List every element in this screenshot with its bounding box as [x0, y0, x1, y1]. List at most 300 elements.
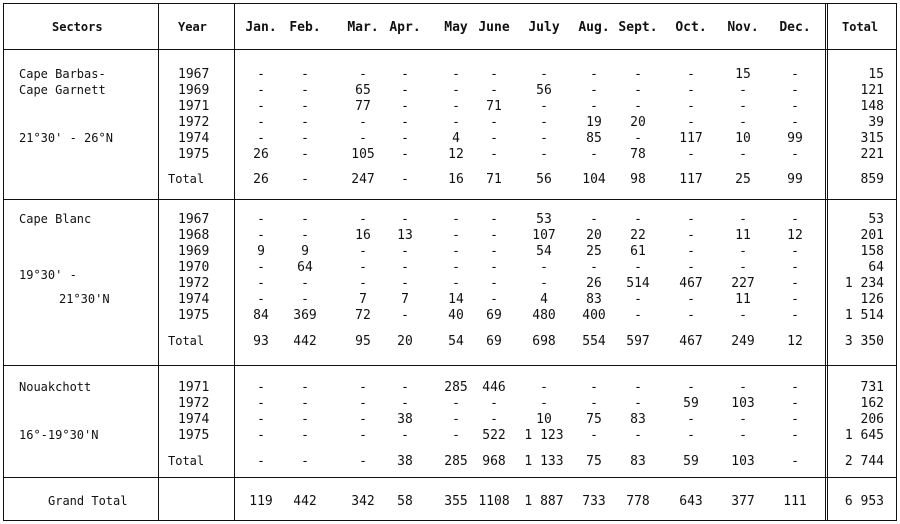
- section-total-value: 104: [582, 172, 606, 187]
- header-month-10: Oct.: [675, 20, 707, 35]
- month-value: -: [687, 83, 695, 98]
- row-total: 1 234: [844, 276, 884, 291]
- month-value: -: [687, 115, 695, 130]
- row-total: 148: [860, 99, 884, 114]
- section-total-value: 83: [630, 454, 646, 469]
- month-value: -: [401, 276, 409, 291]
- month-value: -: [687, 212, 695, 227]
- row-year: 1967: [178, 67, 210, 82]
- row-total: 15: [868, 67, 884, 82]
- month-value: 9: [257, 244, 265, 259]
- horizontal-rule: [3, 3, 897, 4]
- month-value: -: [257, 412, 265, 427]
- month-value: -: [301, 115, 309, 130]
- section-total-value: 247: [351, 172, 375, 187]
- month-value: -: [452, 115, 460, 130]
- header-month-1: Jan.: [245, 20, 277, 35]
- month-value: -: [301, 276, 309, 291]
- sector-latitude: 16°-19°30'N: [19, 428, 99, 442]
- grand-total-value: 355: [444, 494, 468, 509]
- horizontal-rule: [3, 365, 897, 366]
- month-value: -: [540, 380, 548, 395]
- row-total: 64: [868, 260, 884, 275]
- row-year: 1974: [178, 292, 210, 307]
- month-value: -: [359, 412, 367, 427]
- month-value: -: [687, 428, 695, 443]
- month-value: -: [401, 244, 409, 259]
- month-value: -: [687, 292, 695, 307]
- month-value: 4: [540, 292, 548, 307]
- month-value: -: [739, 99, 747, 114]
- month-value: -: [359, 276, 367, 291]
- month-value: 446: [482, 380, 506, 395]
- month-value: -: [490, 260, 498, 275]
- month-value: -: [739, 244, 747, 259]
- month-value: -: [687, 99, 695, 114]
- month-value: 9: [301, 244, 309, 259]
- month-value: -: [257, 212, 265, 227]
- month-value: 83: [630, 412, 646, 427]
- month-value: -: [590, 147, 598, 162]
- month-value: -: [301, 131, 309, 146]
- grand-total-value: 1108: [478, 494, 510, 509]
- section-total-value: 467: [679, 334, 703, 349]
- month-value: 38: [397, 412, 413, 427]
- month-value: -: [490, 131, 498, 146]
- header-month-4: Apr.: [389, 20, 421, 35]
- month-value: -: [359, 396, 367, 411]
- header-month-11: Nov.: [727, 20, 759, 35]
- grand-total-value: 778: [626, 494, 650, 509]
- header-month-3: Mar.: [347, 20, 379, 35]
- section-total-value: -: [359, 454, 367, 469]
- month-value: -: [401, 131, 409, 146]
- month-value: -: [540, 99, 548, 114]
- month-value: -: [490, 228, 498, 243]
- month-value: -: [401, 147, 409, 162]
- row-total: 53: [868, 212, 884, 227]
- row-year: 1972: [178, 115, 210, 130]
- month-value: -: [634, 396, 642, 411]
- month-value: -: [791, 67, 799, 82]
- row-year: 1967: [178, 212, 210, 227]
- month-value: -: [301, 228, 309, 243]
- month-value: -: [490, 396, 498, 411]
- section-total-value: 554: [582, 334, 606, 349]
- row-total: 731: [860, 380, 884, 395]
- section-total-value: 99: [787, 172, 803, 187]
- month-value: -: [739, 380, 747, 395]
- grand-total-value: 442: [293, 494, 317, 509]
- month-value: -: [301, 396, 309, 411]
- month-value: 20: [586, 228, 602, 243]
- month-value: 103: [731, 396, 755, 411]
- month-value: 12: [448, 147, 464, 162]
- section-total-value: -: [257, 454, 265, 469]
- section-total-value: 59: [683, 454, 699, 469]
- grand-total-label: Grand Total: [48, 494, 128, 508]
- month-value: -: [490, 83, 498, 98]
- month-value: 75: [586, 412, 602, 427]
- month-value: 12: [787, 228, 803, 243]
- month-value: -: [359, 244, 367, 259]
- month-value: -: [359, 428, 367, 443]
- month-value: -: [401, 212, 409, 227]
- header-month-9: Sept.: [618, 20, 658, 35]
- header-month-6: June: [478, 20, 510, 35]
- section-total-label: Total: [168, 172, 205, 186]
- section-total-value: 968: [482, 454, 506, 469]
- section-total-value: 54: [448, 334, 464, 349]
- section-total-value: -: [401, 172, 409, 187]
- month-value: -: [634, 260, 642, 275]
- grand-total-value: 111: [783, 494, 807, 509]
- grand-total: 6 953: [844, 494, 884, 509]
- month-value: -: [257, 276, 265, 291]
- month-value: -: [739, 147, 747, 162]
- month-value: -: [301, 292, 309, 307]
- month-value: 78: [630, 147, 646, 162]
- month-value: -: [257, 115, 265, 130]
- month-value: -: [791, 212, 799, 227]
- sector-latitude: 19°30' -: [19, 268, 77, 282]
- month-value: 1 123: [524, 428, 564, 443]
- month-value: 26: [586, 276, 602, 291]
- month-value: 369: [293, 308, 317, 323]
- month-value: -: [452, 260, 460, 275]
- month-value: -: [452, 428, 460, 443]
- header-month-5: May: [444, 20, 468, 35]
- section-total-value: 75: [586, 454, 602, 469]
- month-value: -: [257, 260, 265, 275]
- month-value: -: [401, 396, 409, 411]
- month-value: 227: [731, 276, 755, 291]
- month-value: -: [401, 380, 409, 395]
- month-value: -: [490, 412, 498, 427]
- month-value: -: [490, 212, 498, 227]
- month-value: -: [791, 380, 799, 395]
- sector-name: Cape Barbas-: [19, 67, 106, 81]
- section-total-value: -: [301, 172, 309, 187]
- month-value: 22: [630, 228, 646, 243]
- month-value: -: [687, 260, 695, 275]
- month-value: 71: [486, 99, 502, 114]
- month-value: -: [452, 83, 460, 98]
- month-value: -: [490, 115, 498, 130]
- month-value: -: [257, 292, 265, 307]
- row-total: 1 514: [844, 308, 884, 323]
- month-value: 4: [452, 131, 460, 146]
- month-value: 20: [630, 115, 646, 130]
- row-year: 1974: [178, 412, 210, 427]
- section-total-value: 26: [253, 172, 269, 187]
- grand-total-value: 377: [731, 494, 755, 509]
- month-value: 99: [787, 131, 803, 146]
- section-total: 859: [860, 172, 884, 187]
- vertical-rule: [158, 3, 159, 521]
- month-value: 514: [626, 276, 650, 291]
- month-value: -: [301, 212, 309, 227]
- month-value: -: [634, 292, 642, 307]
- grand-total-value: 119: [249, 494, 273, 509]
- month-value: 59: [683, 396, 699, 411]
- month-value: -: [791, 83, 799, 98]
- month-value: 7: [401, 292, 409, 307]
- month-value: 522: [482, 428, 506, 443]
- month-value: 16: [355, 228, 371, 243]
- month-value: -: [739, 260, 747, 275]
- month-value: -: [359, 380, 367, 395]
- month-value: -: [401, 428, 409, 443]
- month-value: 11: [735, 292, 751, 307]
- month-value: -: [301, 67, 309, 82]
- month-value: 117: [679, 131, 703, 146]
- section-total-value: 1 133: [524, 454, 564, 469]
- month-value: -: [452, 99, 460, 114]
- month-value: -: [791, 428, 799, 443]
- month-value: -: [490, 147, 498, 162]
- row-total: 1 645: [844, 428, 884, 443]
- month-value: -: [634, 67, 642, 82]
- month-value: -: [687, 412, 695, 427]
- row-year: 1968: [178, 228, 210, 243]
- month-value: -: [739, 115, 747, 130]
- row-year: 1971: [178, 99, 210, 114]
- header-total: Total: [842, 20, 879, 34]
- header-year: Year: [178, 20, 207, 34]
- month-value: -: [401, 260, 409, 275]
- month-value: -: [301, 412, 309, 427]
- month-value: -: [540, 276, 548, 291]
- month-value: -: [590, 260, 598, 275]
- month-value: -: [401, 308, 409, 323]
- month-value: -: [301, 99, 309, 114]
- month-value: 285: [444, 380, 468, 395]
- horizontal-rule: [3, 477, 897, 478]
- row-total: 126: [860, 292, 884, 307]
- section-total-value: -: [301, 454, 309, 469]
- section-total-value: 16: [448, 172, 464, 187]
- row-year: 1972: [178, 396, 210, 411]
- sector-name: Nouakchott: [19, 380, 92, 394]
- row-year: 1975: [178, 308, 210, 323]
- section-total-value: 20: [397, 334, 413, 349]
- month-value: -: [791, 412, 799, 427]
- month-value: -: [359, 67, 367, 82]
- grand-total-value: 342: [351, 494, 375, 509]
- month-value: -: [257, 83, 265, 98]
- month-value: -: [401, 115, 409, 130]
- month-value: -: [791, 396, 799, 411]
- row-total: 206: [860, 412, 884, 427]
- month-value: 400: [582, 308, 606, 323]
- month-value: 15: [735, 67, 751, 82]
- grand-total-value: 643: [679, 494, 703, 509]
- month-value: -: [490, 67, 498, 82]
- section-total-value: -: [791, 454, 799, 469]
- month-value: 10: [735, 131, 751, 146]
- header-month-2: Feb.: [289, 20, 321, 35]
- month-value: -: [739, 83, 747, 98]
- month-value: -: [590, 83, 598, 98]
- month-value: -: [791, 276, 799, 291]
- month-value: -: [359, 131, 367, 146]
- month-value: 85: [586, 131, 602, 146]
- month-value: -: [590, 99, 598, 114]
- month-value: 77: [355, 99, 371, 114]
- month-value: -: [791, 308, 799, 323]
- month-value: -: [590, 212, 598, 227]
- row-year: 1970: [178, 260, 210, 275]
- month-value: -: [359, 212, 367, 227]
- header-sectors: Sectors: [52, 20, 103, 34]
- month-value: 25: [586, 244, 602, 259]
- month-value: 69: [486, 308, 502, 323]
- month-value: -: [739, 428, 747, 443]
- row-total: 315: [860, 131, 884, 146]
- month-value: -: [540, 396, 548, 411]
- month-value: 64: [297, 260, 313, 275]
- row-total: 121: [860, 83, 884, 98]
- month-value: -: [634, 428, 642, 443]
- vertical-rule: [3, 3, 4, 521]
- month-value: -: [634, 83, 642, 98]
- month-value: -: [490, 292, 498, 307]
- section-total-value: 597: [626, 334, 650, 349]
- month-value: -: [739, 212, 747, 227]
- horizontal-rule: [3, 199, 897, 200]
- row-total: 201: [860, 228, 884, 243]
- section-total-value: 117: [679, 172, 703, 187]
- vertical-rule: [234, 3, 235, 521]
- month-value: -: [452, 212, 460, 227]
- month-value: -: [590, 396, 598, 411]
- month-value: -: [490, 244, 498, 259]
- month-value: -: [401, 99, 409, 114]
- row-year: 1971: [178, 380, 210, 395]
- month-value: 84: [253, 308, 269, 323]
- month-value: -: [301, 380, 309, 395]
- month-value: -: [687, 147, 695, 162]
- month-value: -: [540, 115, 548, 130]
- section-total-value: 93: [253, 334, 269, 349]
- month-value: 10: [536, 412, 552, 427]
- section-total-label: Total: [168, 454, 205, 468]
- horizontal-rule: [3, 49, 897, 50]
- grand-total-value: 733: [582, 494, 606, 509]
- month-value: 65: [355, 83, 371, 98]
- month-value: -: [490, 276, 498, 291]
- month-value: -: [452, 228, 460, 243]
- sector-latitude: 21°30' - 26°N: [19, 131, 113, 145]
- month-value: -: [687, 244, 695, 259]
- month-value: -: [452, 244, 460, 259]
- month-value: 107: [532, 228, 556, 243]
- section-total-value: 249: [731, 334, 755, 349]
- month-value: -: [687, 380, 695, 395]
- row-total: 221: [860, 147, 884, 162]
- section-total-value: 25: [735, 172, 751, 187]
- row-year: 1969: [178, 83, 210, 98]
- month-value: -: [257, 99, 265, 114]
- sector-latitude: 21°30'N: [59, 292, 110, 306]
- section-total-value: 71: [486, 172, 502, 187]
- month-value: -: [540, 260, 548, 275]
- month-value: 26: [253, 147, 269, 162]
- month-value: 19: [586, 115, 602, 130]
- month-value: 14: [448, 292, 464, 307]
- month-value: -: [791, 292, 799, 307]
- month-value: -: [452, 396, 460, 411]
- month-value: 480: [532, 308, 556, 323]
- month-value: -: [452, 276, 460, 291]
- sector-name: Cape Garnett: [19, 83, 106, 97]
- month-value: 54: [536, 244, 552, 259]
- month-value: -: [791, 260, 799, 275]
- month-value: -: [791, 115, 799, 130]
- month-value: -: [590, 67, 598, 82]
- row-year: 1969: [178, 244, 210, 259]
- month-value: -: [590, 428, 598, 443]
- row-total: 162: [860, 396, 884, 411]
- month-value: 7: [359, 292, 367, 307]
- month-value: -: [791, 99, 799, 114]
- section-total-value: 98: [630, 172, 646, 187]
- month-value: 53: [536, 212, 552, 227]
- section-total-value: 442: [293, 334, 317, 349]
- header-month-12: Dec.: [779, 20, 811, 35]
- vertical-rule: [896, 3, 897, 521]
- header-month-7: July: [528, 20, 560, 35]
- row-year: 1972: [178, 276, 210, 291]
- grand-total-value: 58: [397, 494, 413, 509]
- month-value: -: [540, 131, 548, 146]
- section-total-value: 95: [355, 334, 371, 349]
- month-value: -: [257, 380, 265, 395]
- row-total: 158: [860, 244, 884, 259]
- month-value: -: [401, 83, 409, 98]
- month-value: -: [687, 308, 695, 323]
- row-total: 39: [868, 115, 884, 130]
- section-total-label: Total: [168, 334, 205, 348]
- section-total-value: 12: [787, 334, 803, 349]
- month-value: -: [359, 115, 367, 130]
- section-total-value: 69: [486, 334, 502, 349]
- month-value: -: [634, 212, 642, 227]
- horizontal-rule: [3, 520, 897, 521]
- month-value: -: [739, 308, 747, 323]
- row-year: 1975: [178, 428, 210, 443]
- month-value: -: [540, 147, 548, 162]
- month-value: -: [590, 380, 598, 395]
- month-value: -: [634, 131, 642, 146]
- month-value: 105: [351, 147, 375, 162]
- month-value: -: [257, 396, 265, 411]
- header-month-8: Aug.: [578, 20, 610, 35]
- month-value: -: [301, 147, 309, 162]
- month-value: 61: [630, 244, 646, 259]
- month-value: 11: [735, 228, 751, 243]
- month-value: -: [257, 131, 265, 146]
- month-value: -: [257, 428, 265, 443]
- month-value: -: [301, 83, 309, 98]
- section-total: 3 350: [844, 334, 884, 349]
- grand-total-value: 1 887: [524, 494, 564, 509]
- month-value: -: [791, 244, 799, 259]
- month-value: -: [359, 260, 367, 275]
- month-value: -: [791, 147, 799, 162]
- month-value: -: [634, 308, 642, 323]
